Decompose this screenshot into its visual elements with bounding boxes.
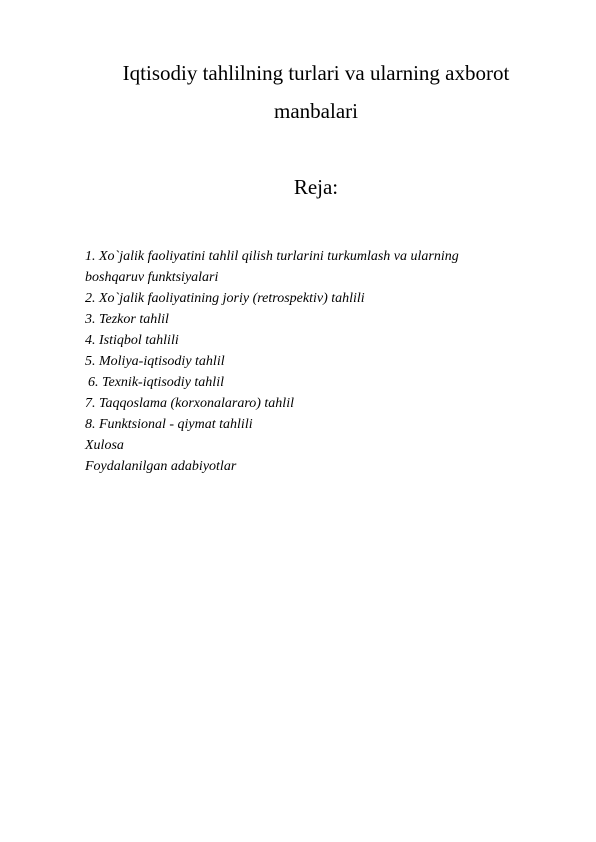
- plan-item: 4. Istiqbol tahlili: [85, 333, 179, 348]
- document-title-line-1: Iqtisodiy tahlilning turlari va ularning axborot: [122, 61, 510, 85]
- plan-item: 3. Tezkor tahlil: [85, 312, 169, 327]
- plan-item: 1. Xo`jalik faoliyatini tahlil qilish turlarini turkumlash va ularning: [85, 249, 459, 264]
- plan-item: Xulosa: [85, 438, 124, 453]
- plan-item: 7. Taqqoslama (korxonalararo) tahlil: [85, 396, 294, 411]
- plan-heading: Reja:: [293, 175, 339, 199]
- document-title-line-2: manbalari: [274, 99, 358, 123]
- plan-item: 5. Moliya-iqtisodiy tahlil: [85, 354, 225, 369]
- plan-item: 8. Funktsional - qiymat tahlili: [85, 417, 253, 432]
- plan-item: 2. Xo`jalik faoliyatining joriy (retrospektiv) tahlili: [85, 291, 365, 306]
- plan-item: boshqaruv funktsiyalari: [85, 270, 219, 285]
- plan-item: 6. Texnik-iqtisodiy tahlil: [88, 375, 224, 390]
- plan-list: [85, 246, 545, 477]
- plan-item: Foydalanilgan adabiyotlar: [85, 459, 237, 474]
